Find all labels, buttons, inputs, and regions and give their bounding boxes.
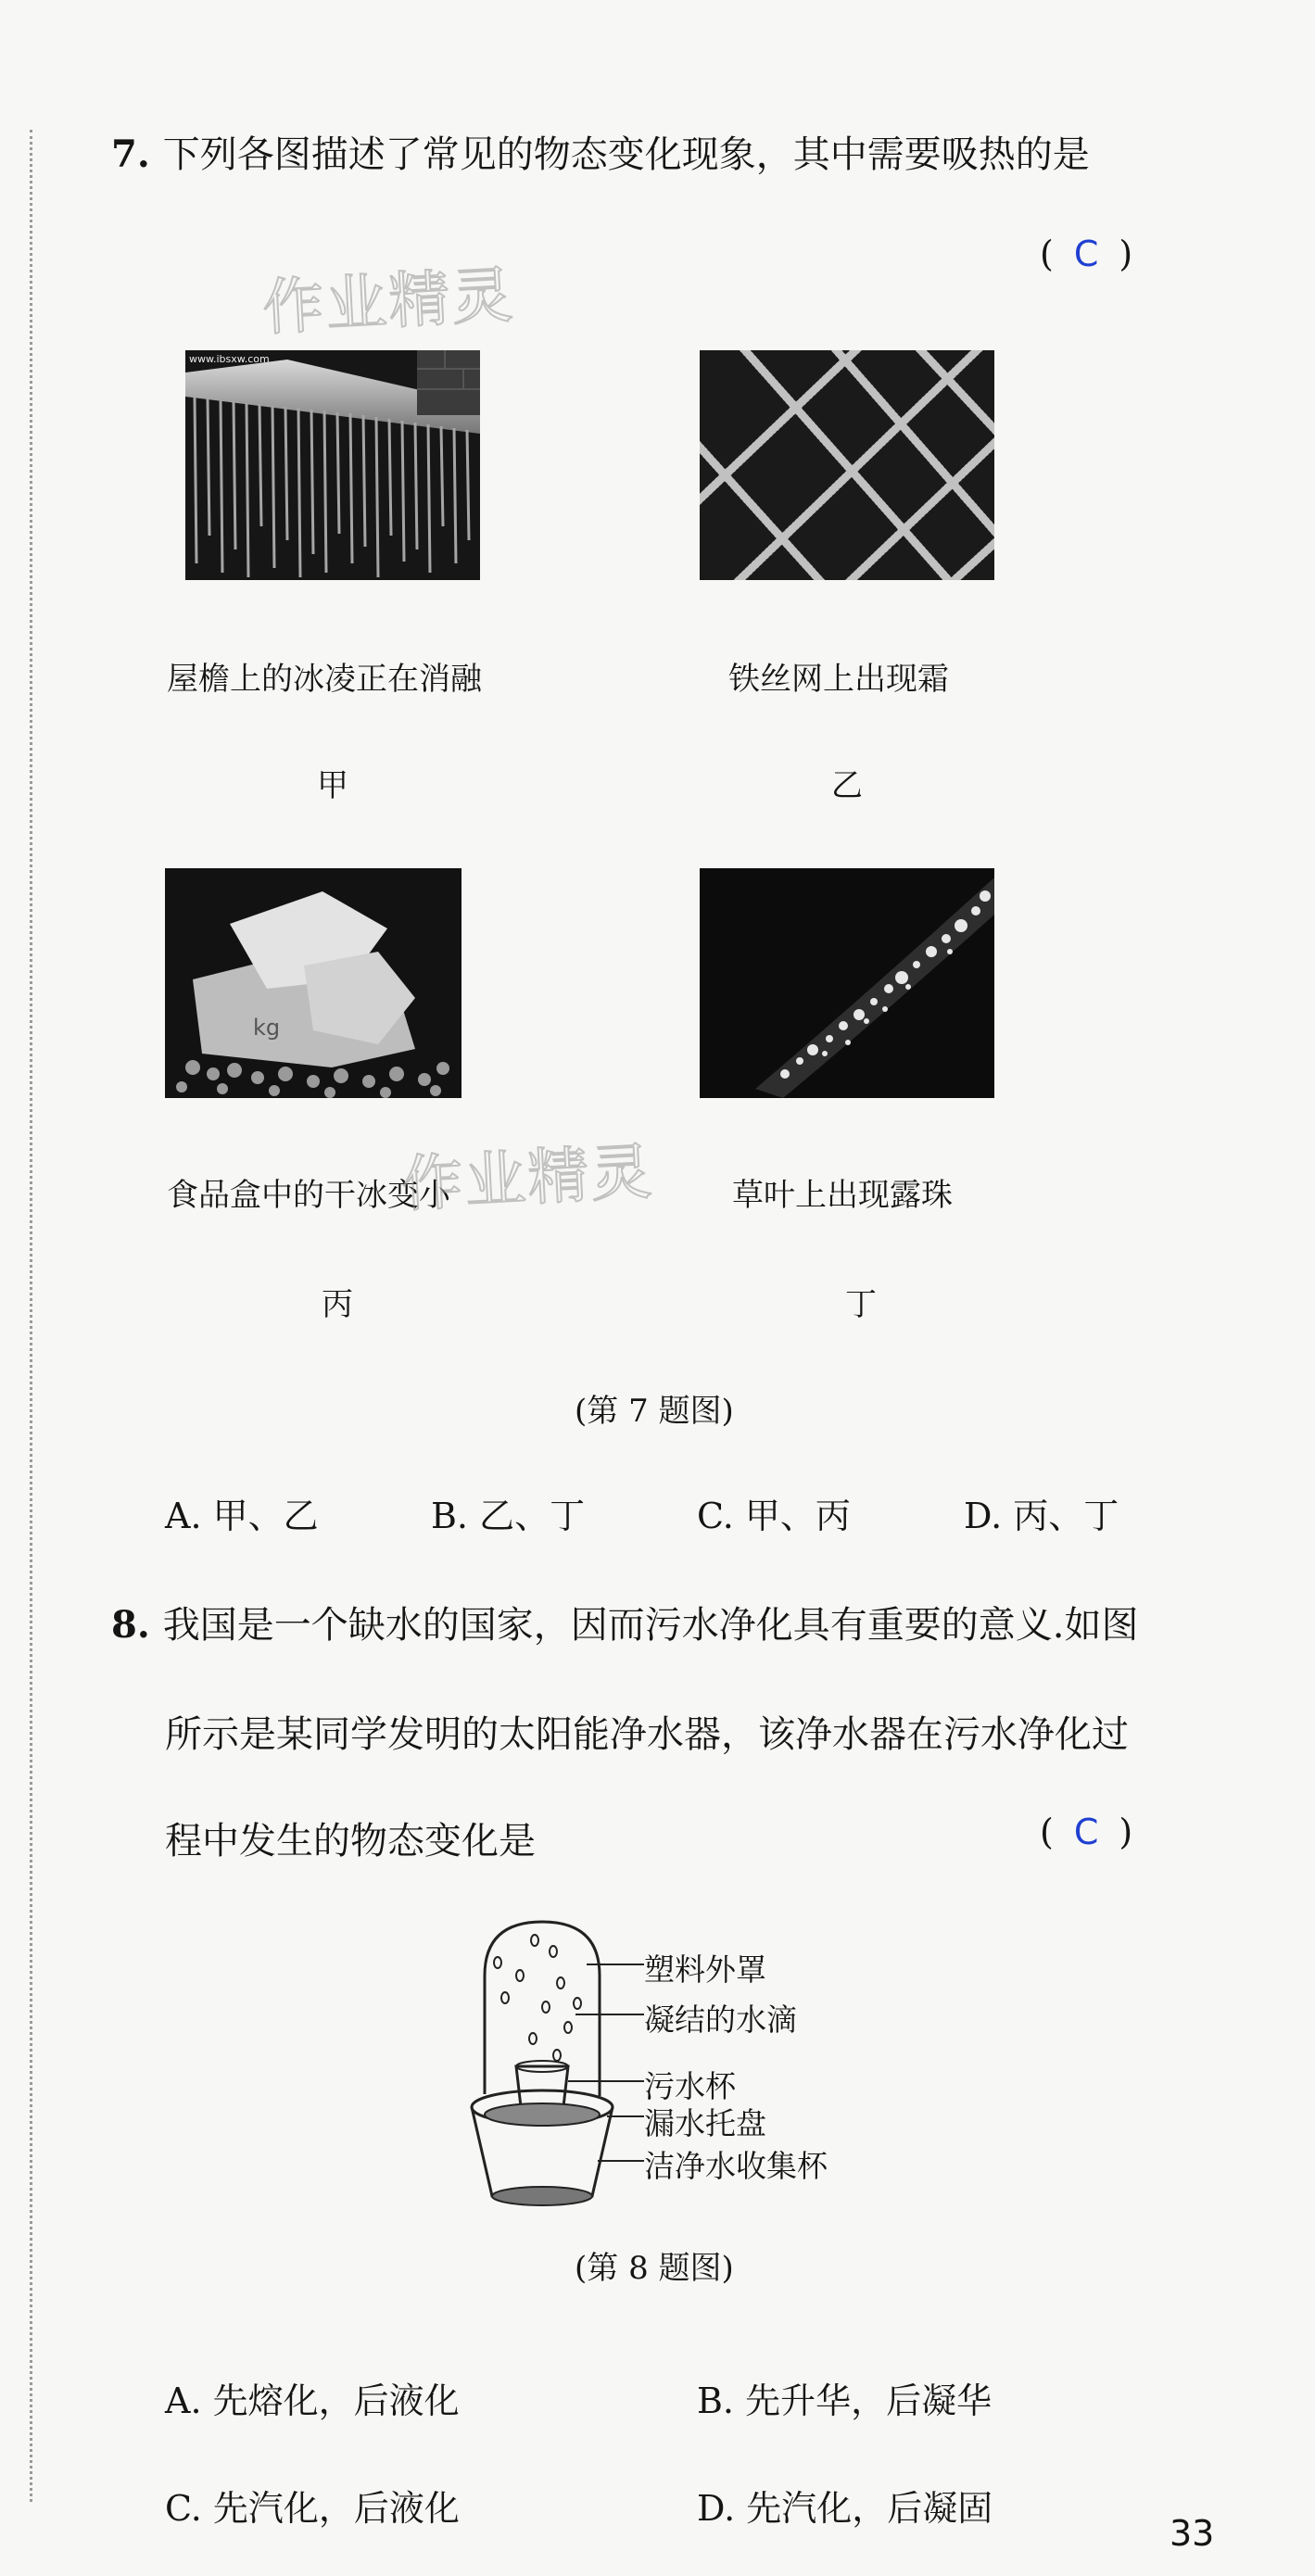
label-plastic-cover: 塑料外罩 [644, 1951, 766, 1988]
q7-answer-close: ) [1119, 234, 1133, 274]
q7-option-a: A. 甲、乙 [165, 1496, 319, 1536]
caption-yi: 铁丝网上出现霜 [728, 661, 949, 698]
dry-ice-box-text: kg [253, 1015, 281, 1041]
q8-stem-line-1 [111, 1596, 1138, 1648]
q8-option-d: D. 先汽化，后凝固 [697, 2488, 993, 2529]
q8-answer [1040, 1812, 1132, 1852]
label-sewage-cup: 污水杯 [644, 2068, 736, 2104]
q8-option-b: B. 先升华，后凝华 [697, 2380, 993, 2421]
q8-number: 8. [111, 1603, 150, 1647]
watermark: 作业精灵 [399, 1135, 656, 1221]
q7-answer [1040, 234, 1132, 274]
q8-answer-letter: C [1073, 1812, 1099, 1852]
page-number: 33 [1170, 2513, 1215, 2554]
q7-stem-text: 下列各图描述了常见的物态变化现象，其中需要吸热的是 [162, 133, 1090, 176]
caption-jia: 屋檐上的冰凌正在消融 [167, 661, 482, 698]
q8-stem-line-2: 所示是某同学发明的太阳能净水器，该净水器在污水净化过 [165, 1713, 1129, 1756]
icicle-eave-photo [185, 350, 480, 580]
margin-dotted-line [30, 130, 32, 2502]
q8-option-a: A. 先熔化，后液化 [165, 2380, 460, 2421]
label-drain-tray: 漏水托盘 [644, 2105, 766, 2141]
tag-yi: 乙 [831, 767, 863, 804]
watermark: 作业精灵 [260, 259, 517, 345]
label-condensed-droplets: 凝结的水滴 [644, 2001, 797, 2038]
caption-bing: 食品盒中的干冰变小 [167, 1177, 450, 1214]
tag-ding: 丁 [845, 1286, 877, 1323]
dry-ice-photo [165, 868, 462, 1098]
frost-wire-mesh-photo [700, 350, 994, 580]
q8-option-c: C. 先汽化，后液化 [165, 2488, 460, 2529]
q8-stem-text-1: 我国是一个缺水的国家，因而污水净化具有重要的意义.如图 [162, 1604, 1139, 1647]
q7-option-b: B. 乙、丁 [431, 1496, 586, 1536]
tag-jia: 甲 [317, 767, 348, 804]
tag-bing: 丙 [322, 1286, 353, 1323]
q8-figure-caption: (第 8 题图) [575, 2250, 734, 2287]
dew-grass-photo [700, 868, 994, 1098]
q7-answer-open: ( [1040, 234, 1054, 274]
q8-answer-close: ) [1119, 1812, 1133, 1852]
caption-ding: 草叶上出现露珠 [732, 1177, 953, 1214]
q8-stem-line-3: 程中发生的物态变化是 [165, 1820, 536, 1863]
q7-option-d: D. 丙、丁 [964, 1496, 1119, 1536]
q7-answer-letter: C [1073, 234, 1099, 274]
solar-water-purifier-diagram [468, 1918, 857, 2224]
q7-figure-caption: (第 7 题图) [575, 1393, 734, 1430]
label-clean-water-cup: 洁净水收集杯 [644, 2148, 828, 2184]
q7-option-c: C. 甲、丙 [697, 1496, 851, 1536]
q7-stem [111, 125, 1090, 178]
photo-site-text: www.ibsxw.com [189, 353, 270, 365]
q7-number: 7. [111, 133, 150, 176]
q8-answer-open: ( [1040, 1812, 1054, 1852]
